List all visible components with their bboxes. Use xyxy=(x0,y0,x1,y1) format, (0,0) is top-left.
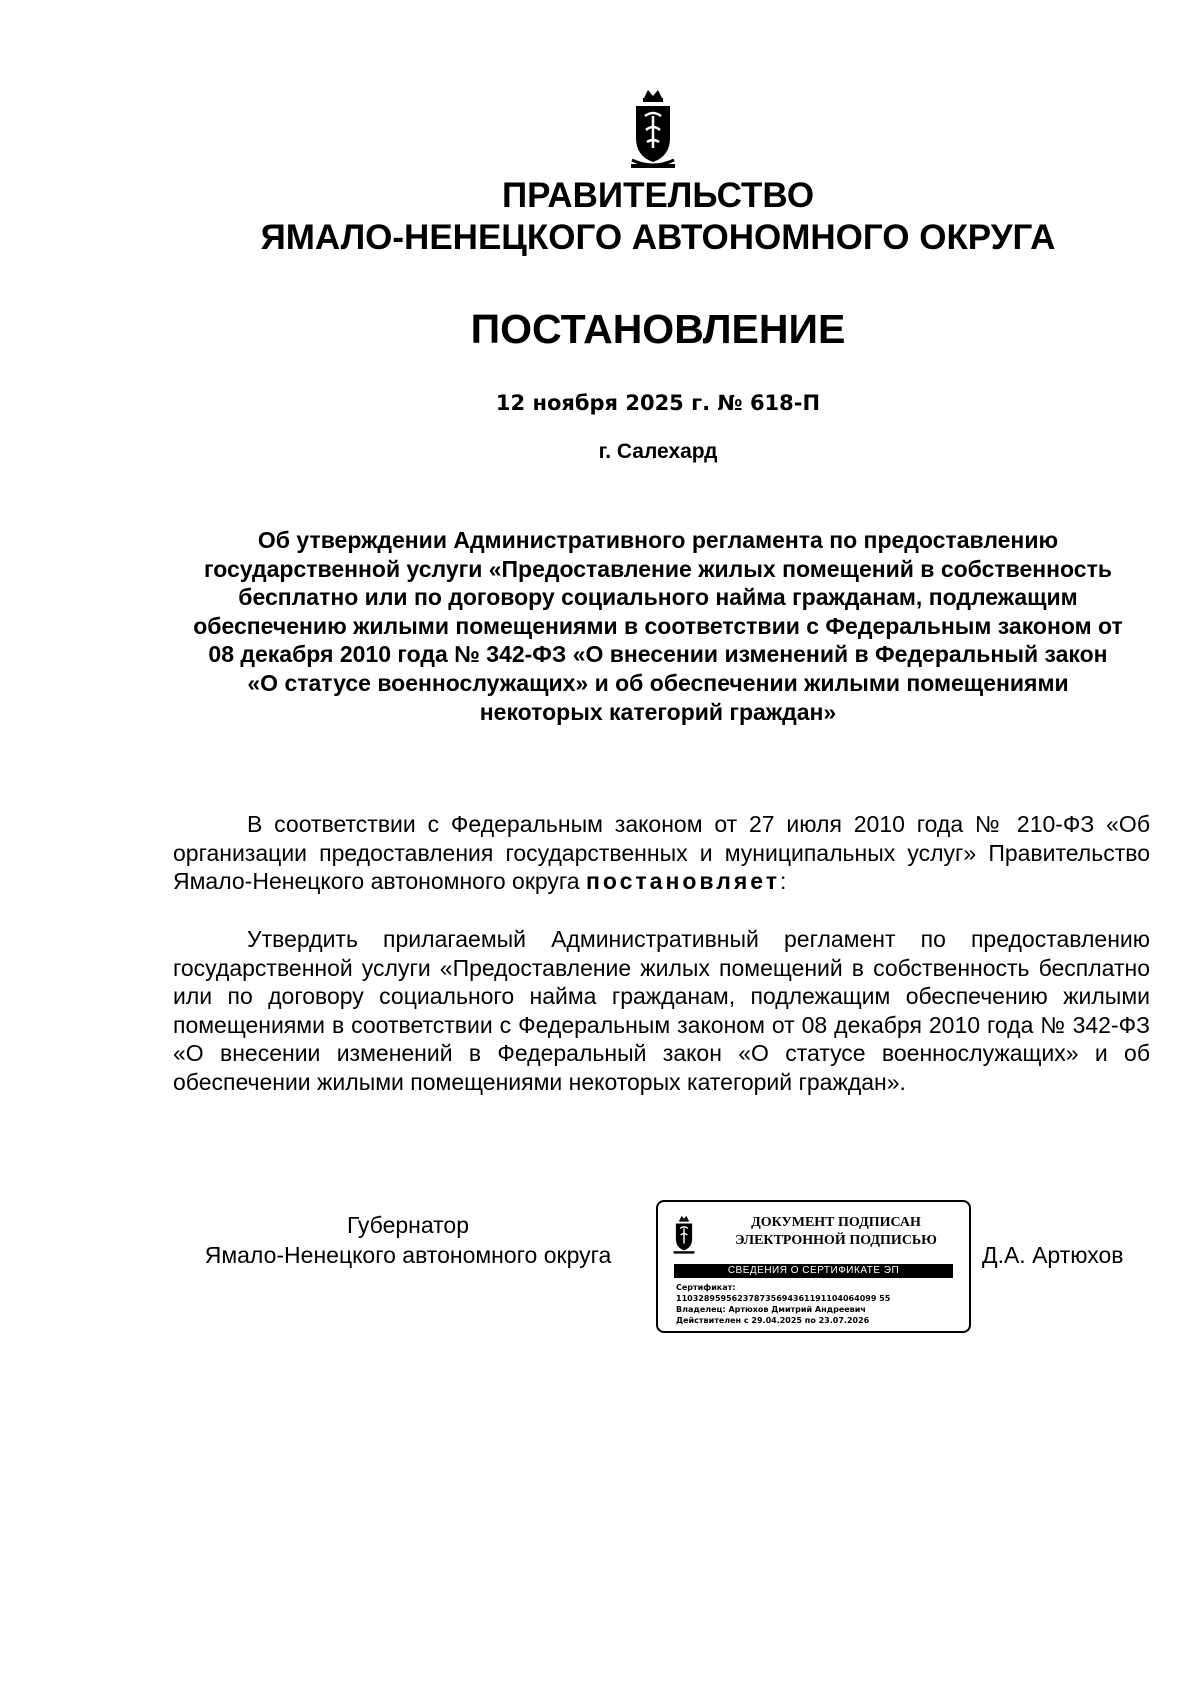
organization-name-line2: ЯМАЛО-НЕНЕЦКОГО АВТОНОМНОГО ОКРУГА xyxy=(260,218,1056,257)
signatory-position xyxy=(173,1210,643,1270)
preamble-text: В соответствии с Федеральным законом от 27 июля 2010 года № 210-ФЗ «Об организации предоставления государственных и муниципальных услуг» Правительство Ямало-Ненецкого автономного округа xyxy=(173,811,1150,895)
organization-name-line1: ПРАВИТЕЛЬСТВО xyxy=(501,176,815,215)
document-date-number: 12 ноября 2025 г. № 618-П xyxy=(495,391,821,415)
electronic-signature-stamp xyxy=(656,1200,971,1333)
preamble-paragraph xyxy=(173,810,1150,896)
coat-of-arms-icon xyxy=(630,86,676,174)
stamp-certificate-info xyxy=(676,1282,890,1326)
coat-of-arms-icon xyxy=(672,1214,696,1256)
signatory-region: Ямало-Ненецкого автономного округа xyxy=(204,1242,612,1268)
document-city: г. Салехард xyxy=(598,440,718,463)
preamble-end: : xyxy=(780,868,787,895)
signatory-title: Губернатор xyxy=(346,1212,470,1238)
stamp-heading-line2: ЭЛЕКТРОННОЙ ПОДПИСЬЮ xyxy=(735,1233,937,1248)
stamp-cert-label: Сертификат: xyxy=(676,1283,736,1292)
stamp-certificate-bar: СВЕДЕНИЯ О СЕРТИФИКАТЕ ЭП xyxy=(674,1264,953,1278)
stamp-owner: Владелец: Артюхов Дмитрий Андреевич xyxy=(676,1305,866,1314)
decision-paragraph: Утвердить прилагаемый Административный регламент по предоставлению государственной услуги «Предоставление жилых помещений в собственность бесплатно или по договору социального найма гражданам, подлежащим обеспечению жилыми помещениями в соответствии с Федеральным законом от 08 декабря 2010 года № 342-ФЗ «О внесении изменений в Федеральный закон «О статусе военнослужащих» и об обеспечении жилыми помещениями некоторых категорий граждан». xyxy=(173,926,1150,1095)
stamp-validity: Действителен с 29.04.2025 по 23.07.2026 xyxy=(676,1316,870,1325)
stamp-heading-line1: ДОКУМЕНТ ПОДПИСАН xyxy=(751,1215,921,1230)
document-title: Об утверждении Административного регламента по предоставлению государственной услуги «Предоставление жилых помещений в собственность бесплатно или по договору социального найма гражданам, подлежащим обеспечению жилыми помещениями в соответствии с Федеральным законом от 08 декабря 2010 года № 342-ФЗ «О внесении изменений в Федеральный закон «О статусе военнослужащих» и об обеспечении жилыми помещениями некоторых категорий граждан» xyxy=(193,527,1123,725)
stamp-cert-number: 110328959562378735694361191104064099 55 xyxy=(676,1294,891,1303)
signatory-name: Д.А. Артюхов xyxy=(982,1242,1124,1268)
decree-keyword: постановляет xyxy=(585,868,781,895)
document-type: ПОСТАНОВЛЕНИЕ xyxy=(470,306,846,352)
